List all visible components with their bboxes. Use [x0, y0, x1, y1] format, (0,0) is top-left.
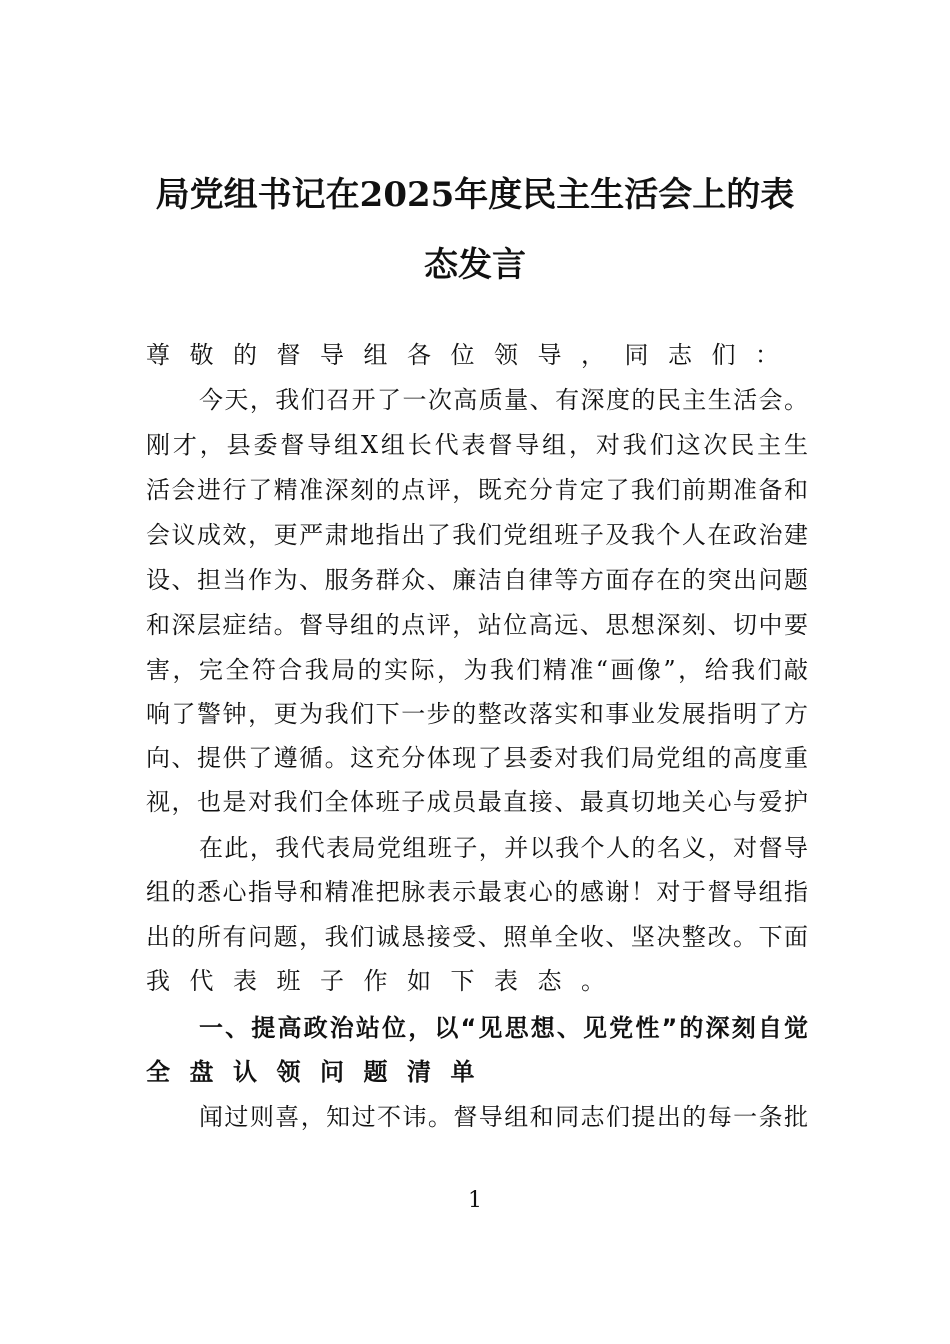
document-title-line-2: 态发言 — [424, 245, 526, 285]
section-heading-line: 一、提高政治站位，以“见思想、见党性”的深刻自觉 — [199, 1014, 808, 1042]
paragraph-line: 向、提供了遵循。这充分体现了县委对我们局党组的高度重 — [146, 744, 808, 772]
paragraph-line: 设、担当作为、服务群众、廉洁自律等方面存在的突出问题 — [146, 566, 808, 594]
paragraph-line: 响了警钟，更为我们下一步的整改落实和事业发展指明了方 — [146, 700, 808, 728]
paragraph-line: 闻过则喜，知过不讳。督导组和同志们提出的每一条批 — [199, 1103, 808, 1131]
paragraph-line: 我代表班子作如下表态。 — [146, 967, 625, 995]
paragraph-line: 活会进行了精准深刻的点评，既充分肯定了我们前期准备和 — [146, 476, 808, 504]
paragraph-line: 尊敬的督导组各位领导，同志们： — [146, 341, 799, 369]
paragraph-line: 在此，我代表局党组班子，并以我个人的名义，对督导 — [199, 834, 808, 862]
section-heading-line: 全盘认领问题清单 — [146, 1058, 494, 1086]
paragraph-line: 出的所有问题，我们诚恳接受、照单全收、坚决整改。下面 — [146, 923, 808, 951]
paragraph-line: 害，完全符合我局的实际，为我们精准“画像”，给我们敲 — [146, 656, 808, 684]
paragraph-line: 和深层症结。督导组的点评，站位高远、思想深刻、切中要 — [146, 611, 808, 639]
page-number: 1 — [468, 1188, 482, 1213]
document-title-line-1: 局党组书记在2025年度民主生活会上的表 — [155, 175, 795, 215]
paragraph-line: 今天，我们召开了一次高质量、有深度的民主生活会。 — [199, 386, 808, 414]
paragraph-line: 视，也是对我们全体班子成员最直接、最真切地关心与爱护 — [146, 788, 808, 816]
paragraph-line: 刚才，县委督导组X组长代表督导组，对我们这次民主生 — [146, 431, 808, 459]
paragraph-line: 组的悉心指导和精准把脉表示最衷心的感谢！对于督导组指 — [146, 878, 808, 906]
paragraph-line: 会议成效，更严肃地指出了我们党组班子及我个人在政治建 — [146, 521, 808, 549]
